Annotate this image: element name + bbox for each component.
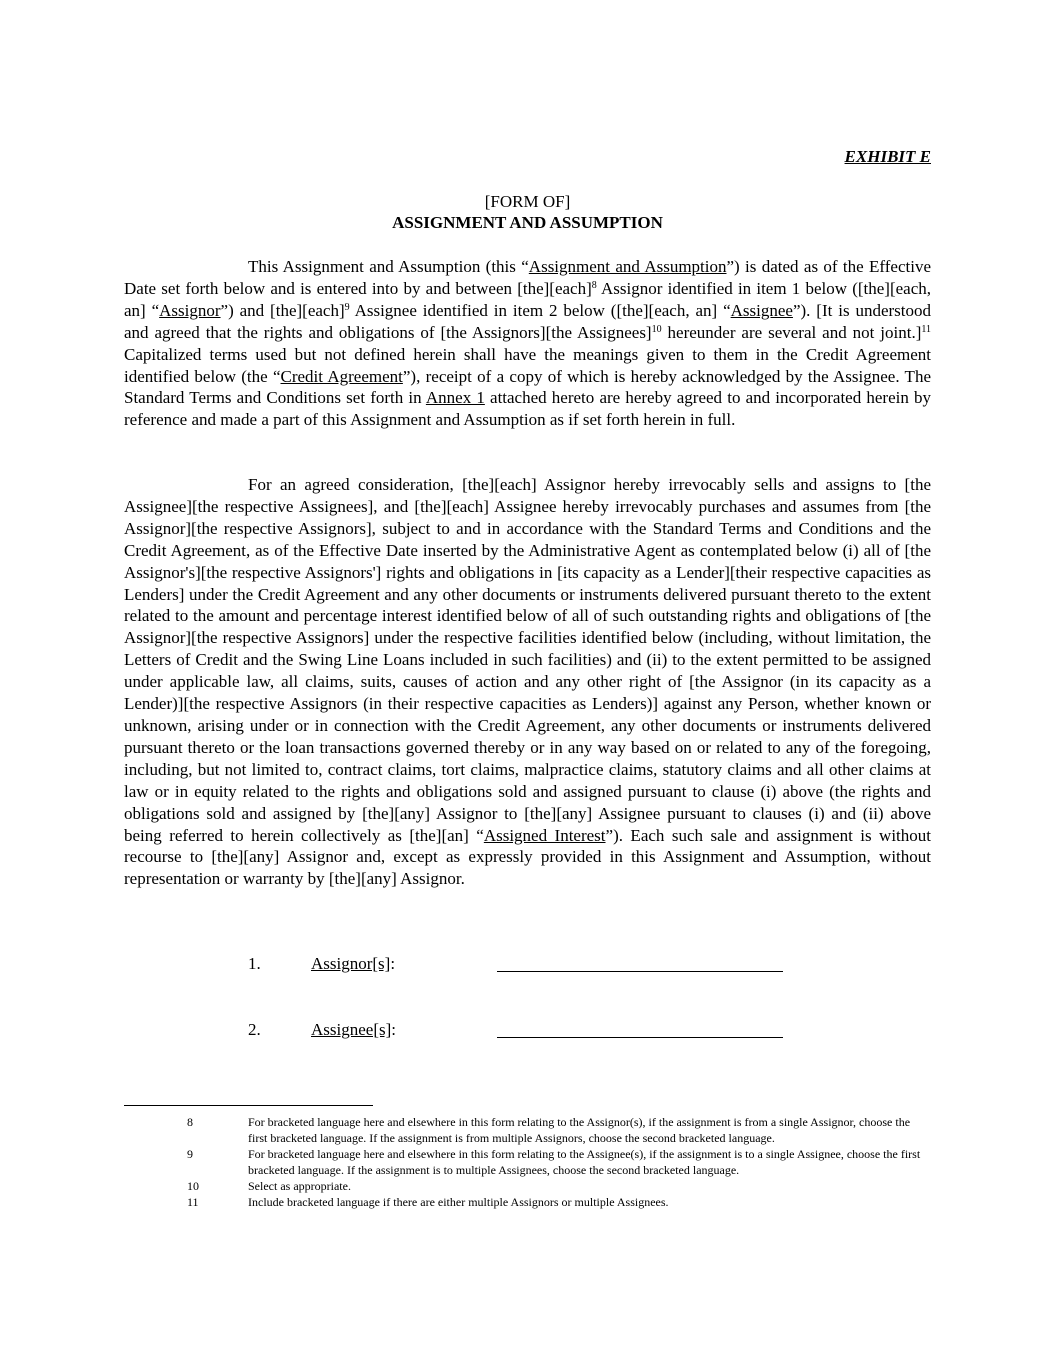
form-of-heading: [FORM OF]: [484, 192, 571, 211]
item-assignor: [248, 954, 808, 978]
footnote: [124, 1146, 931, 1178]
footnote-number: 10: [187, 1179, 199, 1193]
defined-term-credit-agreement: Credit Agreement: [280, 366, 403, 386]
footnotes: [124, 1114, 931, 1210]
footnote: [124, 1114, 931, 1146]
footnote-number: 8: [187, 1115, 193, 1129]
defined-term-assigned-interest: Assigned Interest: [483, 825, 606, 845]
item-assignee: [248, 1020, 808, 1044]
footnote-ref-10: 10: [651, 323, 662, 335]
footnote: [124, 1178, 931, 1194]
footnote: [124, 1194, 931, 1210]
footnote-ref-8: 8: [591, 279, 597, 291]
assignor-blank-line[interactable]: [497, 971, 783, 972]
footnote-ref-9: 9: [344, 301, 350, 313]
defined-term-assignor: Assignor: [159, 300, 221, 320]
defined-term-assignee: Assignee: [730, 300, 793, 320]
assignee-blank-line[interactable]: [497, 1037, 783, 1038]
footnote-ref-11: 11: [921, 323, 932, 335]
footnote-text: Select as appropriate.: [248, 1179, 351, 1193]
footnote-number: 9: [187, 1147, 193, 1161]
footnote-number: 11: [187, 1195, 199, 1209]
annex-1-reference: Annex 1: [425, 388, 485, 408]
footnote-text: For bracketed language here and elsewhere in this form relating to the Assignor(s), if the assignment is from a single Assignor, choose the first bracketed language. If the assignment is from multiple Assignors, choose the second bracketed language.: [248, 1115, 911, 1145]
item-label: Assignor[s]:: [311, 954, 396, 973]
defined-term-assignment-and-assumption: Assignment and Assumption: [528, 257, 727, 276]
footnote-divider: [124, 1105, 373, 1106]
item-number: 2.: [248, 1020, 261, 1039]
item-label: Assignee[s]:: [311, 1020, 396, 1039]
intro-paragraph: This Assignment and Assumption (this “Assignment and Assumption”) is dated as of the Effective Date set forth below and is entered into by and between [the][each]$^8$ Assignor identified in item 1 below ([the][each, an] “Assignor”) and [the][each]$^9$ Assignee identified in item 2 below ([the][each, an] “Assignee”). [It is understood and agreed that the rights and obligations of [the Assignors][the Assignees]$^{10}$ hereunder are several and not joint.]$^{11}$ Capitalized terms used but not defined herein shall have the meanings given to them in the Credit Agreement identified below (the “Credit Agreement”), receipt of a copy of which is hereby acknowledged by the Assignee. The Standard Terms and Conditions set forth in Annex 1 attached hereto are hereby agreed to and incorporated herein by reference and made a part of this Assignment and Assumption as if set forth herein in full.: [124, 257, 932, 430]
consideration-paragraph: For an agreed consideration, [the][each] Assignor hereby irrevocably sells and assigns to [the Assignee][the respective Assignees], and [the][each] Assignee hereby irrevocably purchases and assumes from [the Assignor][the respective Assignors], subject to and in accordance with the Standard Terms and Conditions and the Credit Agreement, as of the Effective Date inserted by the Administrative Agent as contemplated below (i) all of [the Assignor's][the respective Assignors'] rights and obligations in [its capacity as a Lender][their respective capacities as Lenders] under the Credit Agreement and any other documents or instruments delivered pursuant thereto to the extent related to the amount and percentage interest identified below of all of such outstanding rights and obligations of [the Assignor][the respective Assignors] under the respective facilities identified below (including, without limitation, the Letters of Credit and the Swing Line Loans included in such facilities) and (ii) to the extent permitted to be assigned under applicable law, all claims, suits, causes of action and any other right of [the Assignor (in its capacity as a Lender)][the respective Assignors (in their respective capacities as Lenders)] against any Person, whether known or unknown, arising under or in connection with the Credit Agreement, any other documents or instruments delivered pursuant thereto or the loan transactions governed thereby or in any way based on or related to any of the foregoing, including, but not limited to, contract claims, tort claims, malpractice claims, statutory claims and all other claims at law or in equity related to the rights and obligations sold and assigned pursuant to clause (i) above (the rights and obligations sold and assigned by [the][any] Assignor to [the][any] Assignee pursuant to clauses (i) and (ii) above being referred to herein collectively as [the][an] “Assigned Interest”). Each such sale and assignment is without recourse to [the][any] Assignor and, except as expressly provided in this Assignment and Assumption, without representation or warranty by [the][any] Assignor.: [124, 475, 931, 889]
item-number: 1.: [248, 954, 261, 973]
footnote-text: For bracketed language here and elsewhere in this form relating to the Assignee(s), if the assignment is to a single Assignee, choose the first bracketed language. If the assignment is to multiple Assignees, choose the second bracketed language.: [248, 1147, 921, 1177]
footnote-text: Include bracketed language if there are either multiple Assignors or multiple Assignees.: [248, 1195, 669, 1209]
exhibit-label: EXHIBIT E: [844, 147, 931, 166]
document-title: ASSIGNMENT AND ASSUMPTION: [392, 213, 663, 232]
